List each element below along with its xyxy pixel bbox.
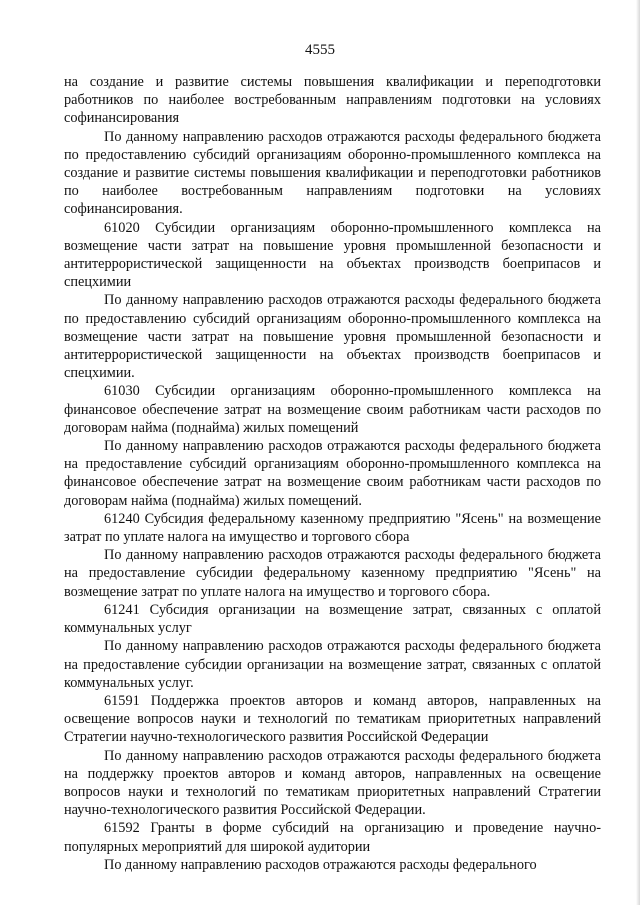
- paragraph-code-61240: 61240 Субсидия федеральному казенному предприятию "Ясень" на возмещение затрат по уплате налога на имущество и торгового сбора: [64, 510, 601, 546]
- paragraph-code-61591: 61591 Поддержка проектов авторов и команд авторов, направленных на освещение вопросов науки и технологий по тематикам приоритетных направлений Стратегии научно-технологического развития Российской Федерации: [64, 692, 601, 746]
- paragraph-code-61592: 61592 Гранты в форме субсидий на организацию и проведение научно-популярных мероприятий для широкой аудитории: [64, 820, 601, 855]
- paragraph-description: По данному направлению расходов отражаются расходы федерального бюджета по предоставлению субсидий организациям оборонно-промышленного комплекса на возмещение части затрат на повышение уровня промышленной безопасности и антитеррористической защищенности на объектах производств боеприпасов и спецхимии.: [64, 292, 601, 382]
- paragraph-continuation: на создание и развитие системы повышения квалификации и переподготовки работников по наиболее востребованным направлениям подготовки на условиях софинансирования: [64, 74, 601, 127]
- paragraph-description: По данному направлению расходов отражаются расходы федерального бюджета на поддержку проектов авторов и команд авторов, направленных на освещение вопросов науки и технологий по тематикам приоритетных направлений Стратегии научно-технологического развития Российской Федерации.: [64, 747, 601, 819]
- paragraph-code-61241: 61241 Субсидия организации на возмещение затрат, связанных с оплатой коммунальных услуг: [64, 601, 601, 637]
- paragraph-description: По данному направлению расходов отражаются расходы федерального бюджета на предоставление субсидии федеральному казенному предприятию "Ясень" на возмещение затрат по уплате налога на имущество и торгового сбора.: [64, 547, 601, 600]
- paragraph-description: По данному направлению расходов отражаются расходы федерального бюджета по предоставлению субсидий организациям оборонно-промышленного комплекса на создание и развитие системы повышения квалификации и переподготовки работников по наиболее востребованным направлениям подготовки на условиях софинансирования.: [64, 128, 601, 218]
- paragraph-description: По данному направлению расходов отражаются расходы федерального бюджета на предоставление субсидий организациям оборонно-промышленного комплекса на финансовое обеспечение затрат на возмещение своим работникам части расходов по договорам найма (поднайма) жилых помещений.: [64, 438, 601, 509]
- paragraph-description: По данному направлению расходов отражаются расходы федерального бюджета на предоставление субсидии организации на возмещение затрат, связанных с оплатой коммунальных услуг.: [64, 638, 601, 691]
- paragraph-code-61030: 61030 Субсидии организациям оборонно-промышленного комплекса на финансовое обеспечение затрат на возмещение своим работникам части расходов по договорам найма (поднайма) жилых помещений: [64, 383, 601, 436]
- document-body: [64, 73, 601, 874]
- page-number: 4555: [305, 42, 335, 58]
- paragraph-code-61020: 61020 Субсидии организациям оборонно-промышленного комплекса на возмещение части затрат на повышение уровня промышленной безопасности и антитеррористической защищенности на объектах производств боеприпасов и спецхимии: [64, 219, 601, 291]
- paragraph-description-truncated: По данному направлению расходов отражаются расходы федерального: [104, 856, 537, 873]
- scan-edge-shadow: [636, 0, 640, 905]
